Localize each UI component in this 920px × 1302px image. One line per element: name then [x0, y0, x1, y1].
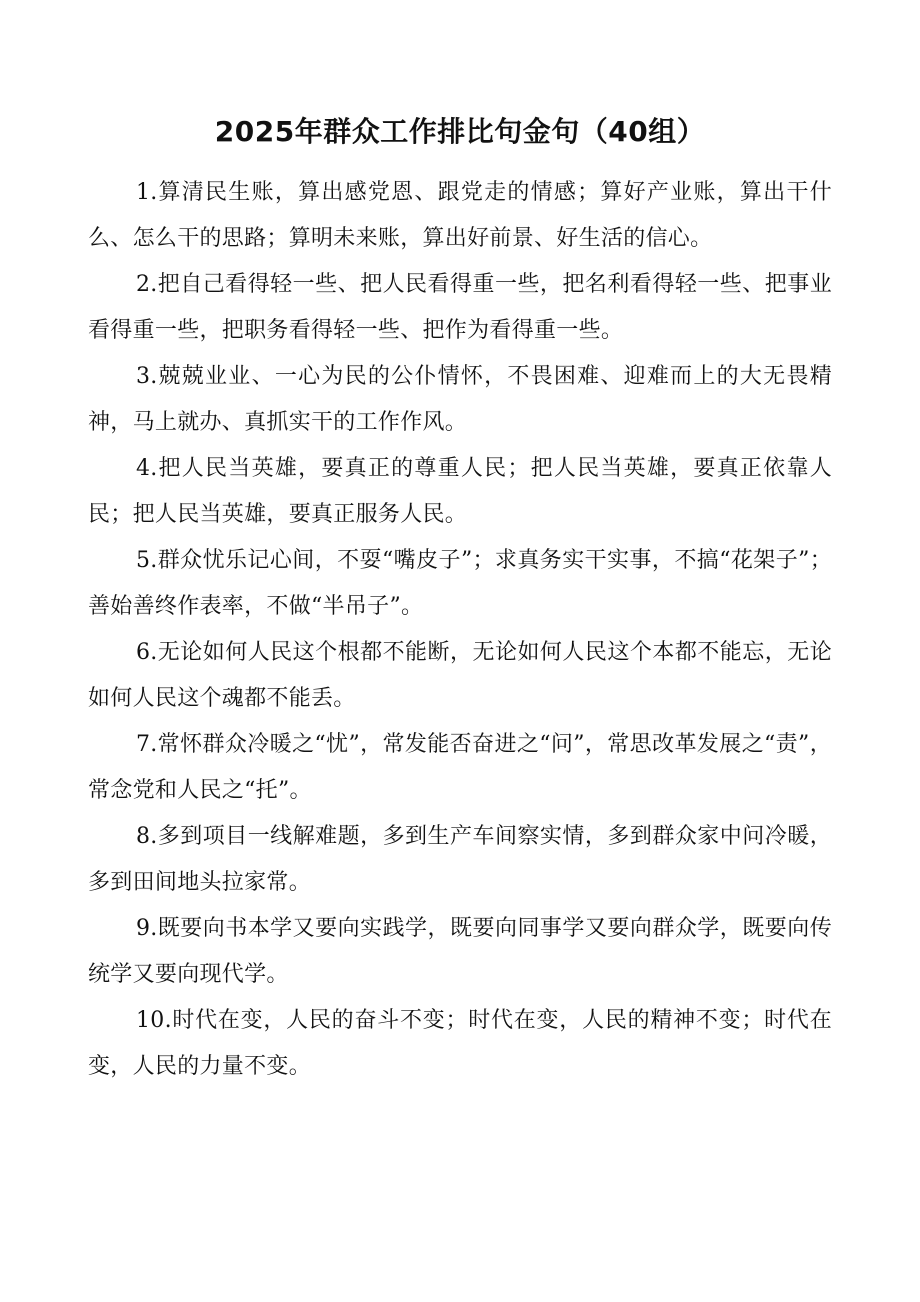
- list-item: 4.把人民当英雄，要真正的尊重人民；把人民当英雄，要真正依靠人民；把人民当英雄，要真正服务人民。: [88, 456, 832, 527]
- list-item: 8.多到项目一线解难题，多到生产车间察实情，多到群众家中问冷暖，多到田间地头拉家常。: [88, 824, 832, 895]
- list-item: 10.时代在变，人民的奋斗不变；时代在变，人民的精神不变；时代在变，人民的力量不变。: [88, 1008, 832, 1079]
- list-item: 3.兢兢业业、一心为民的公仆情怀，不畏困难、迎难而上的大无畏精神，马上就办、真抓实干的工作作风。: [88, 364, 832, 435]
- list-item: 2.把自己看得轻一些、把人民看得重一些，把名利看得轻一些、把事业看得重一些，把职务看得轻一些、把作为看得重一些。: [88, 272, 832, 343]
- list-item: 6.无论如何人民这个根都不能断，无论如何人民这个本都不能忘，无论如何人民这个魂都不能丢。: [88, 640, 832, 711]
- list-item: 5.群众忧乐记心间，不耍“嘴皮子”；求真务实干实事，不搞“花架子”；善始善终作表率，不做“半吊子”。: [88, 548, 832, 619]
- list-item: 7.常怀群众冷暖之“忧”，常发能否奋进之“问”，常思改革发展之“责”，常念党和人民之“托”。: [88, 732, 832, 803]
- list-item: 1.算清民生账，算出感党恩、跟党走的情感；算好产业账，算出干什么、怎么干的思路；算明未来账，算出好前景、好生活的信心。: [88, 180, 832, 251]
- list-item: 9.既要向书本学又要向实践学，既要向同事学又要向群众学，既要向传统学又要向现代学。: [88, 916, 832, 987]
- sentence-list: [88, 170, 832, 1090]
- document-title: 2025年群众工作排比句金句（40组）: [214, 115, 706, 148]
